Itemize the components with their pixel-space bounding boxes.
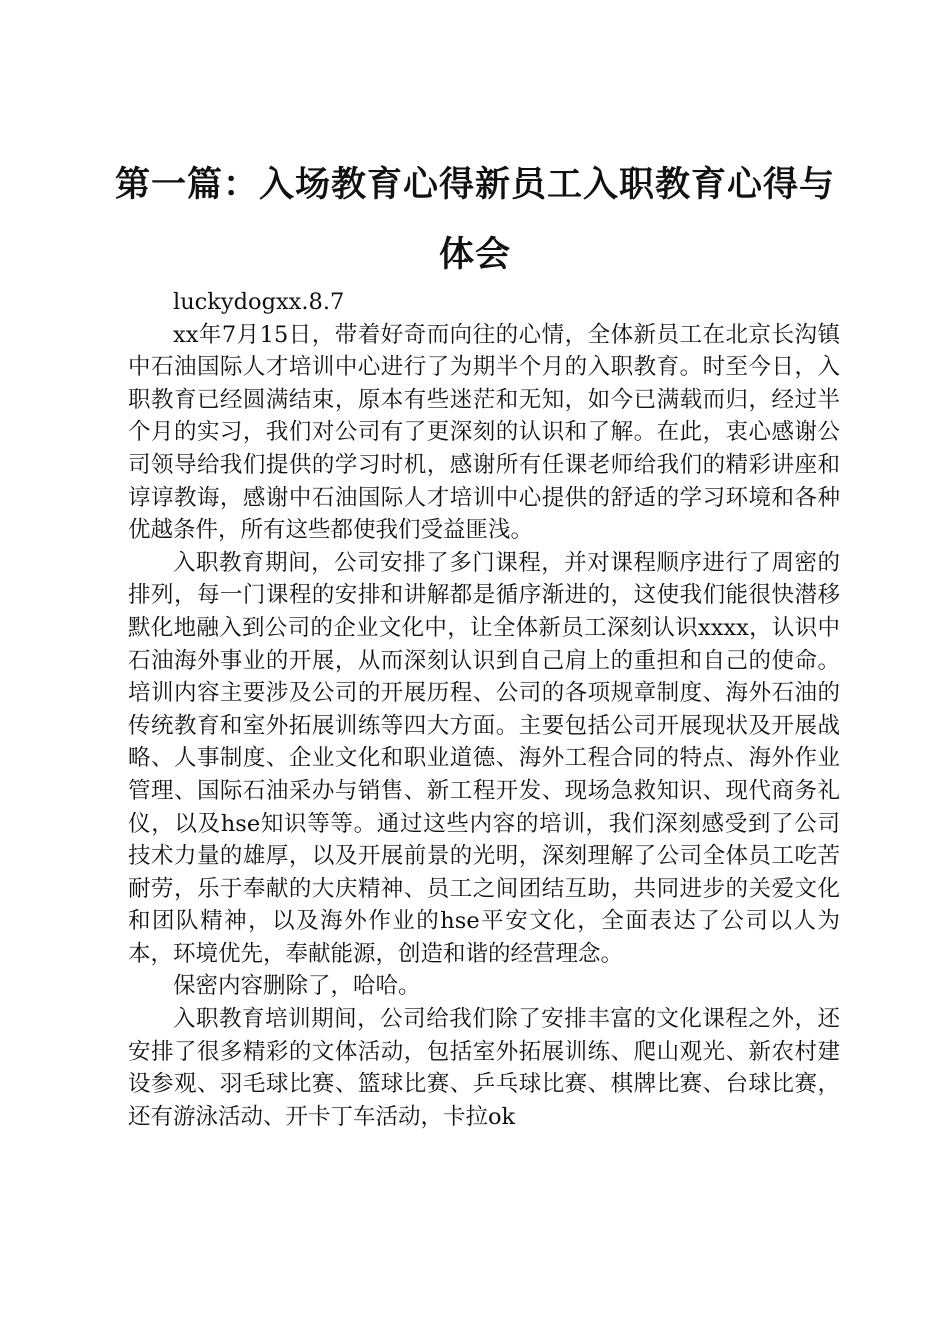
paragraph-intro: xx年7月15日，带着好奇而向往的心情，全体新员工在北京长沟镇中石油国际人才培训中心进行了为期半个月的入职教育。时至今日，入职教育已经圆满结束，原本有些迷茫和无知，如今已满载而归，经过半个月的实习，我们对公司有了更深刻的认识和了解。在此，衷心感谢公司领导给我们提供的学习时机，感谢所有任课老师给我们的精彩讲座和谆谆教诲，感谢中石油国际人才培训中心提供的舒适的学习环境和各种优越条件，所有这些都使我们受益匪浅。 [128, 321, 840, 544]
date-line: luckydogxx.8.7 [173, 289, 345, 315]
paragraph-activities: 入职教育培训期间，公司给我们除了安排丰富的文化课程之外，还安排了很多精彩的文体活动，包括室外拓展训练、爬山观光、新农村建设参观、羽毛球比赛、篮球比赛、乒乓球比赛、棋牌比赛、台球比赛，还有游泳活动、开卡丁车活动，卡拉ok [128, 1006, 840, 1130]
paragraph-confidential-note: 保密内容删除了，哈哈。 [173, 973, 421, 1000]
document-title: 第一篇：入场教育心得新员工入职教育心得与体会 [114, 165, 835, 275]
document-body [128, 286, 840, 1133]
paragraph-courses: 入职教育期间，公司安排了多门课程，并对课程顺序进行了周密的排列，每一门课程的安排和讲解都是循序渐进的，这使我们能很快潜移默化地融入到公司的企业文化中，让全体新员工深刻认识xxxx，认识中石油海外事业的开展，从而深刻认识到自己肩上的重担和自己的使命。培训内容主要涉及公司的开展历程、公司的各项规章制度、海外石油的传统教育和室外拓展训练等四大方面。主要包括公司开展现状及开展战略、人事制度、企业文化和职业道德、海外工程合同的特点、海外作业管理、国际石油采办与销售、新工程开发、现场急救知识、现代商务礼仪，以及hse知识等等。通过这些内容的培训，我们深刻感受到了公司技术力量的雄厚，以及开展前景的光明，深刻理解了公司全体员工吃苦耐劳，乐于奉献的大庆精神、员工之间团结互助，共同进步的关爱文化和团队精神，以及海外作业的hse平安文化，全面表达了公司以人为本，环境优先，奉献能源，创造和谐的经营理念。 [128, 549, 840, 967]
